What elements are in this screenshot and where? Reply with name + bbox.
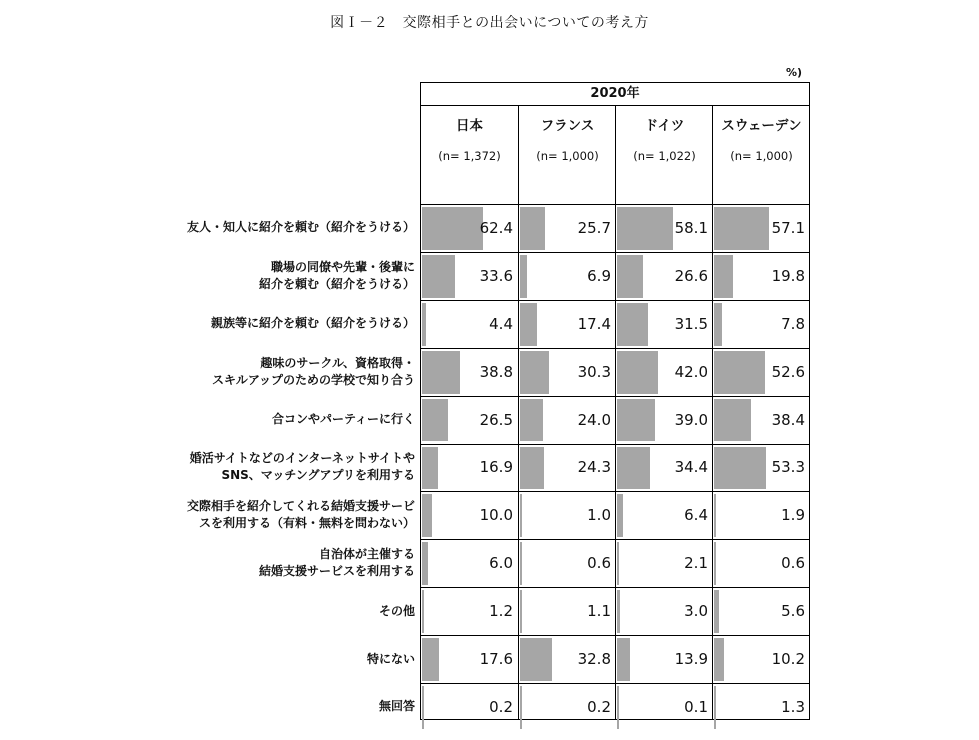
value-label: 38.8 xyxy=(479,362,513,381)
bar xyxy=(714,303,722,346)
row-divider xyxy=(519,539,616,540)
bar xyxy=(714,207,769,250)
row-divider xyxy=(616,204,713,205)
country-column xyxy=(518,105,616,719)
sample-size: (n= 1,000) xyxy=(536,149,599,163)
value-label: 3.0 xyxy=(684,602,708,621)
value-label: 26.6 xyxy=(674,266,708,285)
bar xyxy=(714,494,716,537)
bar xyxy=(617,207,673,250)
value-label: 25.7 xyxy=(577,218,611,237)
row-label xyxy=(55,315,415,332)
value-label: 0.6 xyxy=(781,554,805,573)
country-name: スウェーデン xyxy=(721,118,802,134)
value-label: 1.9 xyxy=(781,506,805,525)
row-label-line: 自治体が主催する xyxy=(318,547,415,562)
bar xyxy=(520,686,522,729)
row-divider xyxy=(616,635,713,636)
bar xyxy=(617,590,620,633)
row-divider xyxy=(519,683,616,684)
value-label: 1.1 xyxy=(587,602,611,621)
row-divider xyxy=(616,444,713,445)
value-label: 39.0 xyxy=(674,410,708,429)
value-label: 0.2 xyxy=(489,697,513,716)
country-name: ドイツ xyxy=(644,118,685,134)
value-label: 17.6 xyxy=(479,650,513,669)
bar xyxy=(714,542,716,585)
year-header: 2020年 xyxy=(421,83,809,106)
row-label xyxy=(55,259,415,293)
row-divider xyxy=(421,539,518,540)
bar xyxy=(422,207,483,250)
row-divider xyxy=(616,348,713,349)
country-column xyxy=(615,105,713,719)
row-divider xyxy=(519,491,616,492)
row-divider xyxy=(616,683,713,684)
value-label: 32.8 xyxy=(577,650,611,669)
bar xyxy=(422,686,424,729)
row-label-line: 婚活サイトなどのインターネットサイトや xyxy=(189,451,415,466)
row-label-line: 合コンやパーティーに行く xyxy=(271,412,415,427)
bar xyxy=(422,255,455,298)
row-label xyxy=(55,411,415,428)
row-divider xyxy=(713,300,810,301)
row-divider xyxy=(519,348,616,349)
value-label: 53.3 xyxy=(771,458,805,477)
bar xyxy=(617,255,643,298)
bar xyxy=(714,399,751,442)
country-name: フランス xyxy=(540,118,595,134)
row-label xyxy=(55,603,415,620)
row-divider xyxy=(519,396,616,397)
value-label: 34.4 xyxy=(674,458,708,477)
row-divider xyxy=(519,252,616,253)
value-label: 6.9 xyxy=(587,266,611,285)
bar xyxy=(617,399,655,442)
bar xyxy=(422,494,432,537)
value-label: 1.2 xyxy=(489,602,513,621)
row-label xyxy=(55,698,415,715)
row-label-line: 職場の同僚や先輩・後輩に xyxy=(270,259,415,274)
row-label-line: 紹介を頼む（紹介をうける） xyxy=(258,276,415,291)
value-label: 52.6 xyxy=(771,362,805,381)
row-label-line: スを利用する（有料・無料を問わない） xyxy=(198,516,415,531)
value-label: 10.2 xyxy=(771,650,805,669)
chart-title: 図Ｉ－２ 交際相手との出会いについての考え方 xyxy=(330,15,649,31)
value-label: 16.9 xyxy=(479,458,513,477)
row-divider xyxy=(421,444,518,445)
bar xyxy=(520,494,522,537)
bar xyxy=(520,399,543,442)
row-divider xyxy=(421,587,518,588)
bar xyxy=(422,542,428,585)
row-label-line: 友人・知人に紹介を頼む（紹介をうける） xyxy=(186,220,415,235)
row-divider xyxy=(616,587,713,588)
value-label: 57.1 xyxy=(771,218,805,237)
row-label xyxy=(55,355,415,389)
value-label: 24.3 xyxy=(577,458,611,477)
row-divider xyxy=(421,252,518,253)
bar xyxy=(714,590,719,633)
row-label xyxy=(55,450,415,484)
bar xyxy=(617,351,658,394)
value-label: 0.6 xyxy=(587,554,611,573)
row-divider xyxy=(616,252,713,253)
value-label: 30.3 xyxy=(577,362,611,381)
row-label-line: 結婚支援サービスを利用する xyxy=(258,564,415,579)
row-label-line: スキルアップのための学校で知り合う xyxy=(211,372,415,387)
value-label: 0.1 xyxy=(684,697,708,716)
bar xyxy=(422,638,439,681)
value-label: 38.4 xyxy=(771,410,805,429)
value-label: 24.0 xyxy=(577,410,611,429)
data-table xyxy=(420,82,810,720)
row-label-line: 趣味のサークル、資格取得・ xyxy=(260,355,415,370)
bar xyxy=(714,447,766,490)
bar xyxy=(617,686,619,729)
row-divider xyxy=(519,300,616,301)
unit-label: %) xyxy=(786,66,803,79)
value-label: 62.4 xyxy=(479,218,513,237)
bar xyxy=(520,542,522,585)
value-label: 42.0 xyxy=(674,362,708,381)
row-divider xyxy=(713,204,810,205)
bar xyxy=(422,303,426,346)
bar xyxy=(617,638,630,681)
row-divider xyxy=(616,300,713,301)
value-label: 6.4 xyxy=(684,506,708,525)
row-divider xyxy=(421,396,518,397)
row-divider xyxy=(713,396,810,397)
bar xyxy=(520,255,527,298)
value-label: 2.1 xyxy=(684,554,708,573)
country-column xyxy=(421,105,518,719)
bar xyxy=(617,542,619,585)
value-label: 58.1 xyxy=(674,218,708,237)
row-divider xyxy=(421,491,518,492)
row-divider xyxy=(519,587,616,588)
value-label: 31.5 xyxy=(674,314,708,333)
sample-size: (n= 1,022) xyxy=(633,149,696,163)
row-divider xyxy=(519,444,616,445)
bar xyxy=(520,351,549,394)
row-divider xyxy=(616,539,713,540)
row-divider xyxy=(519,204,616,205)
bar xyxy=(520,207,545,250)
row-divider xyxy=(616,491,713,492)
row-label-line: SNS、マッチングアプリを利用する xyxy=(221,468,415,483)
row-label-line: 無回答 xyxy=(378,699,415,714)
value-label: 6.0 xyxy=(489,554,513,573)
bar xyxy=(714,351,765,394)
value-label: 10.0 xyxy=(479,506,513,525)
row-divider xyxy=(616,396,713,397)
row-divider xyxy=(713,252,810,253)
bar xyxy=(617,303,648,346)
bar xyxy=(422,399,448,442)
sample-size: (n= 1,000) xyxy=(730,149,793,163)
row-label-line: その他 xyxy=(378,603,415,618)
row-divider xyxy=(713,635,810,636)
row-label-line: 親族等に紹介を頼む（紹介をうける） xyxy=(210,316,415,331)
value-label: 7.8 xyxy=(781,314,805,333)
row-divider xyxy=(713,683,810,684)
value-label: 1.3 xyxy=(781,697,805,716)
value-label: 19.8 xyxy=(771,266,805,285)
row-label xyxy=(55,651,415,668)
row-divider xyxy=(421,300,518,301)
bar xyxy=(617,447,650,490)
value-label: 5.6 xyxy=(781,602,805,621)
bar xyxy=(520,303,537,346)
value-label: 17.4 xyxy=(577,314,611,333)
value-label: 0.2 xyxy=(587,697,611,716)
row-divider xyxy=(713,587,810,588)
row-label-line: 特にない xyxy=(366,651,415,666)
value-label: 26.5 xyxy=(479,410,513,429)
row-divider xyxy=(421,683,518,684)
row-label xyxy=(55,219,415,236)
bar xyxy=(714,638,724,681)
value-label: 33.6 xyxy=(479,266,513,285)
row-divider xyxy=(519,635,616,636)
bar xyxy=(714,255,733,298)
row-label xyxy=(55,498,415,532)
bar xyxy=(520,638,552,681)
bar xyxy=(617,494,623,537)
value-label: 4.4 xyxy=(489,314,513,333)
row-divider xyxy=(713,539,810,540)
bar xyxy=(422,590,424,633)
row-label-line: 交際相手を紹介してくれる結婚支援サービ xyxy=(186,499,415,514)
bar xyxy=(714,686,716,729)
bar xyxy=(422,447,438,490)
row-divider xyxy=(713,444,810,445)
row-divider xyxy=(421,635,518,636)
sample-size: (n= 1,372) xyxy=(438,149,501,163)
row-divider xyxy=(713,348,810,349)
value-label: 13.9 xyxy=(674,650,708,669)
row-label xyxy=(55,546,415,580)
bar xyxy=(520,590,522,633)
country-name: 日本 xyxy=(456,118,483,134)
row-divider xyxy=(713,491,810,492)
country-column xyxy=(712,105,810,719)
bar xyxy=(520,447,544,490)
value-label: 1.0 xyxy=(587,506,611,525)
row-divider xyxy=(421,204,518,205)
bar xyxy=(422,351,460,394)
row-divider xyxy=(421,348,518,349)
